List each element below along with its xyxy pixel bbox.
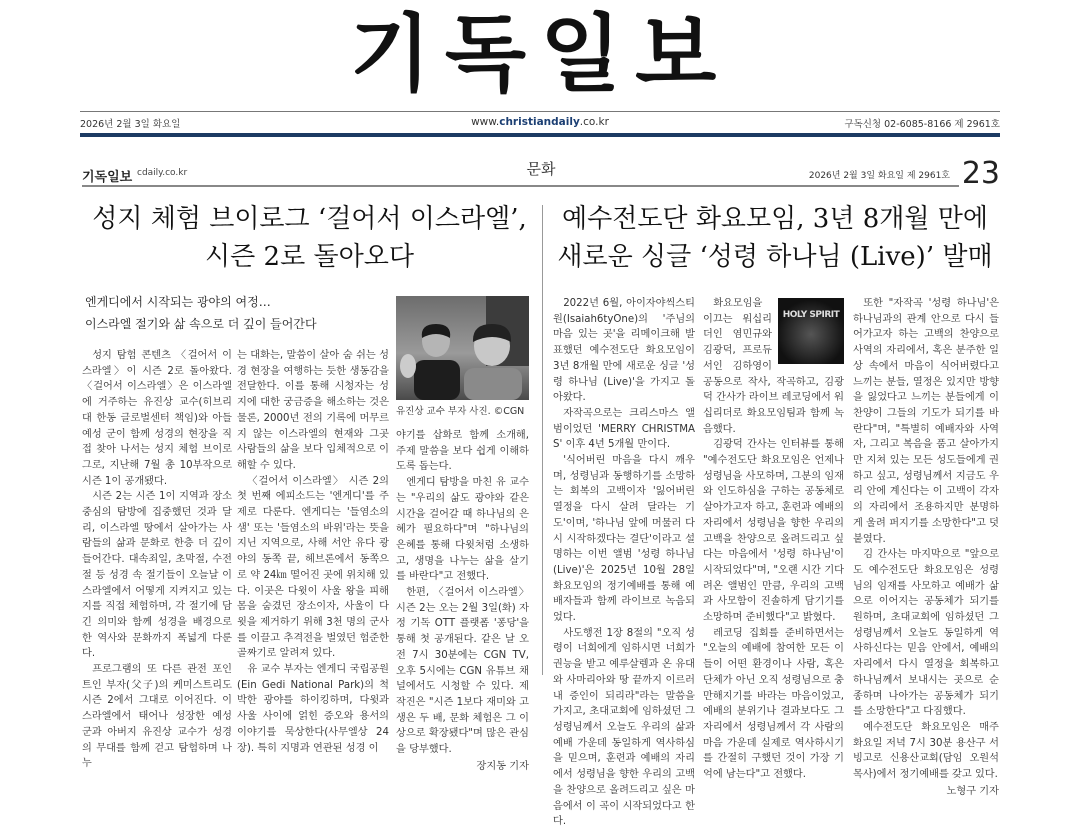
section-site: cdaily.co.kr bbox=[137, 168, 188, 178]
paragraph: 는 대화는, 말씀이 살아 숨 쉬는 성경 현장을 여행하는 듯한 생동감을 전달한다. 이를 통해 시청자는 성지에 대한 궁금증을 해소하는 것은 물론, 2000년 전의 기록에 머무르지 않는 이스라엘의 현재와 그곳 사람들의 삶을 보다 입체적으로 이해할 수 있다. bbox=[237, 350, 389, 471]
paragraph: 성지 탐험 콘텐츠 〈걸어서 이스라엘〉이 시즌 2로 돌아왔다. 〈걸어서 이스라엘〉은 이스라엘에 거주하는 유진상 교수(히브리대 한동 글로벌센터 책임)와 아들 예성 군이 함께 성경의 현장을 직접 찾아 나서는 성지 체험 브이로그로, 지난해 7월 총 10부작으로 시즌 1이 공개됐다. bbox=[82, 350, 232, 487]
left-article-col3 bbox=[396, 428, 529, 774]
photo-caption: 유진상 교수 부자 사진. ©CGN bbox=[396, 406, 525, 417]
photo-illustration bbox=[396, 296, 529, 400]
paragraph: 시즌 2는 시즌 1이 지역과 장소 중심의 탐방에 집중했던 것과 달리, 이스라엘 땅에서 살아가는 사람들의 삶과 문화로 한층 더 깊이 들어간다. 대속죄일, 초막절, 수전절 등 성경 속 절기들이 오늘날 이스라엘에서 어떻게 지켜지고 있는지를 직접 체험하며, 각 절기에 담긴 의미와 함께 성경을 배경으로 한 역사와 문화까지 폭넓게 다룬다. bbox=[82, 491, 232, 660]
right-headline bbox=[550, 200, 1000, 276]
right-article-col1 bbox=[553, 296, 695, 830]
left-headline-line1: 성지 체험 브이로그 ‘걸어서 이스라엘’, bbox=[92, 204, 527, 234]
paragraph: 김광덕 간사는 인터뷰를 통해 "예수전도단 화요모임은 언제나 성령님을 사모하며, 그분의 임재와 인도하심을 구하는 공동체로 살아가고자 하고, 훈련과 예배의 자리에서 성령님을 향한 우리의 고백을 찬양으로 올려드리고 싶다는 마음에서 '성령 하나님'이 시작되었다"며, "오랜 시간 기다려온 앨범인 만큼, 우리의 고백과 사모함이 진솔하게 담기기를 소망하며 준비했다"고 밝혔다. bbox=[703, 439, 844, 624]
top-bar bbox=[80, 116, 1000, 130]
paragraph: 예수전도단 화요모임은 매주 화요일 저녁 7시 30분 용산구 서빙고로 신용산교회(담임 오원석 목사)에서 정기예배를 갖고 있다. bbox=[853, 721, 999, 781]
paragraph: 또한 "자작곡 '성령 하나님'은 하나님과의 관계 안으로 다시 들어가고자 하는 고백의 찬양으로 사역의 자리에서, 혹은 분주한 일상 속에서 마음이 식어버렸다고 느끼는 분들, 열정은 있지만 방향을 잃었다고 느끼는 분들에게 이 찬양이 그들의 기도가 되기를 바란다"며, "특별히 예배자와 사역자, 그리고 복음을 품고 살아가지만 지쳐 있는 모든 성도들에게 권하고 싶고, 성령님께서 지금도 우리 안에 계신다는 이 고백이 각자의 자리에서 조용하지만 분명하게 울려 퍼지기를 소망한다"고 덧붙였다. bbox=[853, 298, 999, 545]
publication-date: 2026년 2월 3일 화요일 bbox=[80, 119, 181, 130]
left-article-col1 bbox=[82, 348, 232, 772]
url-brand: christiandaily bbox=[499, 116, 580, 128]
paragraph: 유 교수 부자는 엔게디 국립공원(Ein Gedi National Park)의 척박한 광야를 하이킹하며, 다윗과 사울 사이에 얽힌 증오와 용서의 이야기를 묵상한다(사무엘상 24장). 특히 지명과 연관된 성경 이 bbox=[237, 664, 389, 754]
paragraph: 한편, 〈걸어서 이스라엘〉 시즌 2는 오는 2월 3일(화) 자정 기독 OTT 플랫폼 '퐁당'을 통해 첫 공개된다. 같은 날 오전 7시 30분에는 CGN TV, 오후 5시에는 CGN 유튜브 채널에서도 시청할 수 있다. 제작진은 "시즌 1보다 재미와 고생은 두 배, 문화 체험은 그 이상으로 확장됐다"며 많은 관심을 당부했다. bbox=[396, 587, 529, 756]
column-divider bbox=[542, 205, 543, 675]
blue-rule bbox=[80, 133, 1000, 137]
right-article-col3 bbox=[853, 296, 999, 800]
paragraph: 자작곡으로는 크리스마스 앨범이었던 'MERRY CHRISTMAS' 이후 4년 5개월 만이다. bbox=[553, 407, 695, 451]
paragraph: 2022년 6월, 아이자야씩스티원(Isaiah6tyOne)의 '주님의 마음 있는 곳'을 리메이크해 발표했던 예수전도단 화요모임이 3년 8개월 만에 새로운 싱글 '성령 하나님 (Live)'을 가지고 돌아왔다. bbox=[553, 298, 695, 404]
section-date: 2026년 2월 3일 화요일 제 2961호 bbox=[808, 171, 950, 181]
subhead-line2: 이스라엘 절기와 삶 속으로 더 깊이 들어간다 bbox=[85, 317, 317, 331]
paragraph: 프로그램의 또 다른 관전 포인트인 부자(父子)의 케미스트리도 시즌 2에서 그대로 이어진다. 이스라엘에서 태어나 성장한 예성 군과 아버지 유진상 교수가 성경의 무대를 함께 걷고 탐험하며 나누 bbox=[82, 664, 232, 770]
paragraph: 야기를 삽화로 함께 소개해, 주제 말씀을 보다 쉽게 이해하도록 돕는다. bbox=[396, 430, 529, 473]
right-headline-line2: 새로운 싱글 ‘성령 하나님 (Live)’ 발매 bbox=[557, 242, 993, 272]
right-article-col2 bbox=[703, 296, 844, 783]
byline: 노형구 기자 bbox=[946, 785, 999, 797]
page-number: 23 bbox=[961, 156, 1000, 191]
masthead-logo: 기독일보 bbox=[349, 5, 731, 103]
left-headline bbox=[82, 200, 537, 276]
paragraph: 사도행전 1장 8절의 "오직 성령이 너희에게 임하시면 너희가 권능을 받고 예루살렘과 온 유대와 사마리아와 땅 끝까지 이르러 내 증인이 되리라"라는 말씀을 가지고, 초대교회에 임하셨던 그 성령님께서 오늘도 우리의 삶과 예배 가운데 동일하게 역사하심을 믿으며, 훈련과 예배의 자리에서 성령님을 향한 우리의 고백을 찬양으로 올려드리고 싶은 마음에서 이 곡이 시작되었다고 한다. bbox=[553, 627, 695, 828]
album-cover bbox=[778, 298, 844, 364]
paragraph: 화요모임을 이끄는 워십리더인 염민규와 김광덕, 프로듀서인 김하영이 공동으로 작사, 작곡하고, 김광덕 간사가 라이브 레코딩에서 워십리더로 화요모임팀과 함께 녹음했다. bbox=[703, 298, 844, 435]
section-title: 문화 bbox=[526, 160, 556, 178]
section-header bbox=[82, 156, 1000, 191]
paragraph: 김 간사는 마지막으로 "앞으로도 예수전도단 화요모임은 성령님의 임재를 사모하고 예배가 삶으로 이어지는 공동체가 되기를 원하며, 초대교회에 임하셨던 그 성령님께서 오늘도 동일하게 역사하신다는 믿음 안에서, 예배의 자리에서 다시 열정을 회복하고 하나님께서 보내시는 곳으로 순종하며 나아가는 공동체가 되기를 소망한다"고 다짐했다. bbox=[853, 549, 999, 718]
photo-father-son bbox=[396, 296, 529, 400]
paragraph: 〈걸어서 이스라엘〉 시즌 2의 첫 번째 에피소드는 '엔게디'를 주제로 다룬다. 엔게디는 '들염소의 샘' 또는 '들염소의 바위'라는 뜻을 지닌 지역으로, 사해 서안 유다 광야의 동쪽 끝, 헤브론에서 동쪽으로 약 24㎞ 떨어진 곳에 위치해 있다. 이곳은 다윗이 사울 왕을 피해 몸을 숨겼던 장소이자, 사울이 다윗을 제거하기 위해 3천 명의 군사를 이끌고 추격전을 벌였던 험준한 골짜기로 알려져 있다. bbox=[237, 475, 389, 660]
url-prefix: www. bbox=[471, 116, 500, 128]
byline: 장지동 기자 bbox=[476, 760, 529, 772]
right-headline-line1: 예수전도단 화요모임, 3년 8개월 만에 bbox=[561, 204, 989, 234]
paragraph: 레코딩 집회를 준비하면서는 "오늘의 예배에 참여한 모든 이들이 어떤 환경이나 사람, 혹은 단체가 아닌 오직 성령님으로 충만해지기를 바라는 마음이었고, 예배의 분위기나 결과보다도 그 자리에서 성령님께서 각 사람의 마음 가운데 실제로 역사하시기를 간절히 구했던 것이 가장 기억에 남는다"고 전했다. bbox=[703, 627, 844, 781]
top-rule bbox=[80, 111, 1000, 112]
left-subhead bbox=[85, 291, 385, 335]
left-headline-line2: 시즌 2로 돌아오다 bbox=[205, 242, 414, 272]
paragraph: 엔게디 탐방을 마친 유 교수는 "우리의 삶도 광야와 같은 시간을 걸어갈 때 하나님의 은혜가 필요하다"며 "하나님의 은혜를 통해 다윗처럼 소생하고, 생명을 나누는 삶을 살기를 바란다"고 전했다. bbox=[396, 477, 529, 583]
left-article-col2 bbox=[237, 348, 389, 756]
section-rule bbox=[82, 185, 959, 187]
subhead-line1: 엔게디에서 시작되는 광야의 여정… bbox=[85, 295, 271, 309]
url-suffix: .co.kr bbox=[579, 116, 609, 128]
album-cover-title: HOLY SPIRIT bbox=[782, 310, 840, 320]
section-brand: 기독일보 bbox=[82, 170, 133, 185]
subscription-info: 구독신청 02-6085-8166 제 2961호 bbox=[844, 119, 1000, 130]
paragraph: '식어버린 마음을 다시 깨우며, 성령님과 동행하기를 소망하는 회복의 고백이자 '잃어버린 열정을 다시 살려 달라는 기도'이며, '하나님 앞에 머물러 다시 시작하겠다는 결단'이라고 설명하는 이번 앨범 '성령 하나님 (Live)'은 2025년 10월 28일 화요모임의 정기예배를 통해 예배자들과 함께 라이브로 녹음되었다. bbox=[553, 455, 695, 624]
